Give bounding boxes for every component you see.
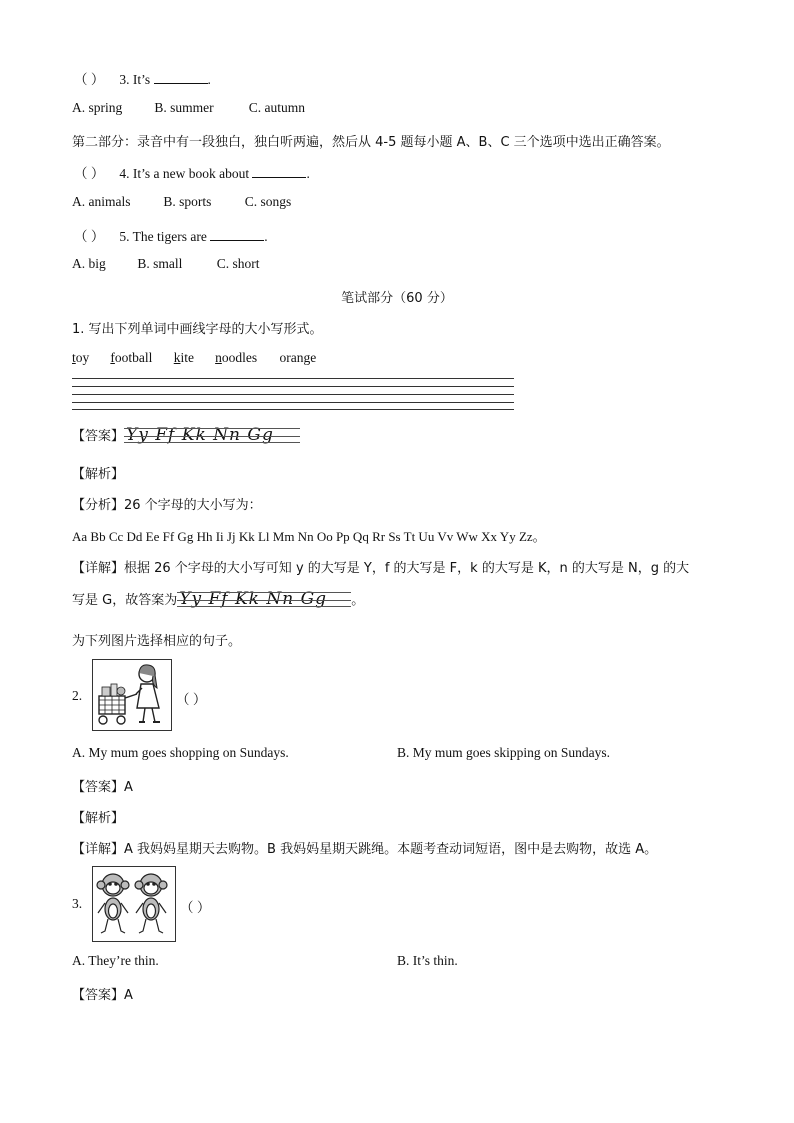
w2-option-a: A. My mum goes shopping on Sundays. [72, 745, 289, 760]
analysis-fenxi: 【分析】26 个字母的大小写为： [72, 498, 262, 513]
q4-line: （ ） 4. It’s a new book about . [74, 162, 310, 182]
answer-paren: （ ） [176, 692, 207, 707]
answer-paren: （ ） [180, 900, 211, 915]
word-item: football [110, 350, 153, 365]
w2-analysis-tag: 【解析】 [72, 811, 125, 826]
girl-with-shopping-cart-icon [92, 659, 172, 731]
answer-blank [154, 71, 208, 84]
option-b: B. summer [154, 100, 214, 115]
w1-word-list [72, 350, 316, 366]
question-text: 5. The tigers are [119, 229, 207, 244]
q5-line: （ ） 5. The tigers are . [74, 225, 268, 245]
handwriting-answer: Yy Ff Kk Nn Gg [177, 589, 351, 609]
answer-paren: （ ） [74, 72, 105, 87]
w2-answer: 【答案】A [72, 780, 133, 795]
q3-line: （ ） 3. It’s . [74, 68, 211, 88]
answer-blank [252, 165, 306, 178]
option-c: C. short [216, 256, 260, 271]
word-item: toy [72, 350, 90, 365]
word-item: noodles [215, 350, 258, 365]
w3-number: 3. [72, 896, 83, 911]
option-a: A. spring [72, 100, 123, 115]
w2-number: 2. [72, 688, 83, 703]
question-text: 4. It’s a new book about [119, 166, 250, 181]
question-text: 3. It’s [119, 72, 151, 87]
option-a: A. big [72, 256, 106, 271]
answer-blank [210, 228, 264, 241]
w3-answer: 【答案】A [72, 988, 133, 1003]
analysis-tag: 【解析】 [72, 467, 125, 482]
word-item: kite [173, 350, 194, 365]
q3-options [72, 100, 305, 116]
written-section-title: 笔试部分（60 分） [341, 291, 453, 306]
w3-option-b: B. It’s thin. [397, 953, 458, 968]
option-c: C. songs [244, 194, 292, 209]
w2-detail: 【详解】A 我妈妈星期天去购物。B 我妈妈星期天跳绳。本题考查动词短语，图中是去购物，故选 A。 [72, 842, 658, 857]
option-b: B. small [137, 256, 183, 271]
handwriting-answer: Yy Ff Kk Nn Gg [124, 425, 300, 445]
option-b: B. sports [163, 194, 212, 209]
two-monkeys-icon [92, 866, 176, 942]
detail-line-2: 写是 G，故答案为 Yy Ff Kk Nn Gg 。 [72, 589, 365, 609]
q4-options [72, 194, 291, 210]
answer-tag: 【答案】 [72, 429, 125, 444]
w1-answer [72, 425, 300, 445]
section-picture-instruction: 为下列图片选择相应的句子。 [72, 634, 242, 649]
detail-line-1: 【详解】根据 26 个字母的大小写可知 y 的大写是 Y，f 的大写是 F，k 的大写是 K，n 的大写是 N，g 的大 [72, 561, 690, 576]
w2-option-b: B. My mum goes skipping on Sundays. [397, 745, 611, 760]
answer-paren: （ ） [74, 166, 105, 181]
alphabet-line: Aa Bb Cc Dd Ee Ff Gg Hh Ii Jj Kk Ll Mm Nn Oo Pp Qq Rr Ss Tt Uu Vv Ww Xx Yy Zz。 [72, 529, 546, 544]
w3-option-a: A. They’re thin. [72, 953, 159, 968]
writing-lines [72, 378, 514, 410]
w1-prompt: 1. 写出下列单词中画线字母的大小写形式。 [72, 322, 323, 337]
answer-paren: （ ） [74, 229, 105, 244]
word-item: orange [279, 350, 317, 365]
option-a: A. animals [72, 194, 131, 209]
option-c: C. autumn [248, 100, 305, 115]
part2-instruction: 第二部分：录音中有一段独白，独白听两遍，然后从 4-5 题每小题 A、B、C 三个选项中选出正确答案。 [72, 135, 670, 150]
q5-options [72, 256, 260, 272]
